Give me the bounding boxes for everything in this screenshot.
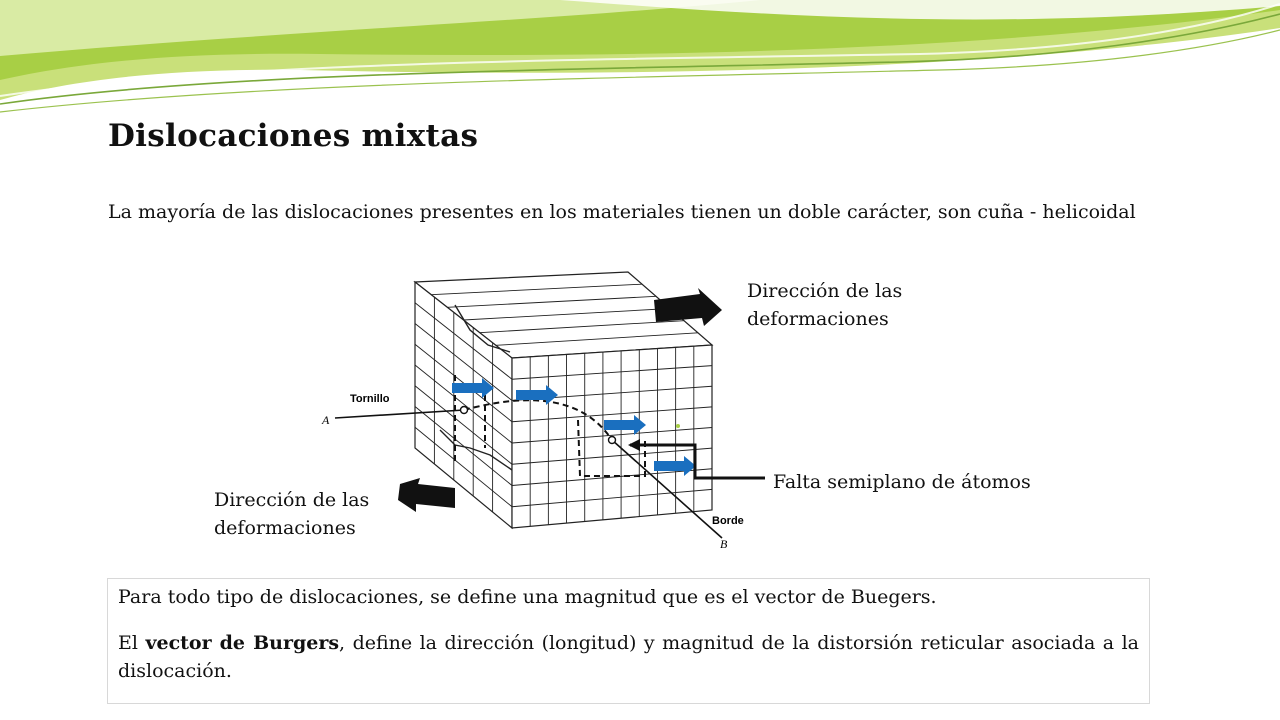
burgers-vector-note [107, 578, 1150, 704]
screw-label: Tornillo [350, 393, 390, 405]
edge-label: Borde [712, 515, 744, 527]
note-line-2-suffix: , define la dirección (longitud) y magnitud de la distorsión reticular asociada a la dislocación. [118, 632, 1139, 682]
deformation-arrow-bottom [398, 478, 455, 512]
missing-half-plane-label: Falta semiplano de átomos [773, 471, 1031, 493]
point-b-label: B [720, 537, 728, 551]
note-line-1: Para todo tipo de dislocaciones, se define una magnitud que es el vector de Buegers. [118, 586, 937, 608]
burgers-vector-term: vector de Burgers [145, 632, 340, 654]
slide-title: Dislocaciones mixtas [108, 118, 479, 154]
deformation-direction-label-bottom: Dirección de las deformaciones [214, 489, 370, 539]
deformation-direction-label-top: Dirección de las deformaciones [747, 280, 903, 330]
note-line-2-prefix: El [118, 632, 146, 654]
mixed-dislocation-diagram [300, 255, 780, 555]
note-line-2 [118, 629, 1139, 685]
deformation-arrow-top [654, 288, 722, 326]
screw-point [461, 407, 468, 414]
point-a-label: A [322, 413, 330, 427]
header-swoosh-banner [0, 0, 1280, 130]
edge-point [609, 437, 616, 444]
intro-paragraph: La mayoría de las dislocaciones presentes en los materiales tienen un doble carácter, son cuña - helicoidal [108, 201, 1136, 223]
